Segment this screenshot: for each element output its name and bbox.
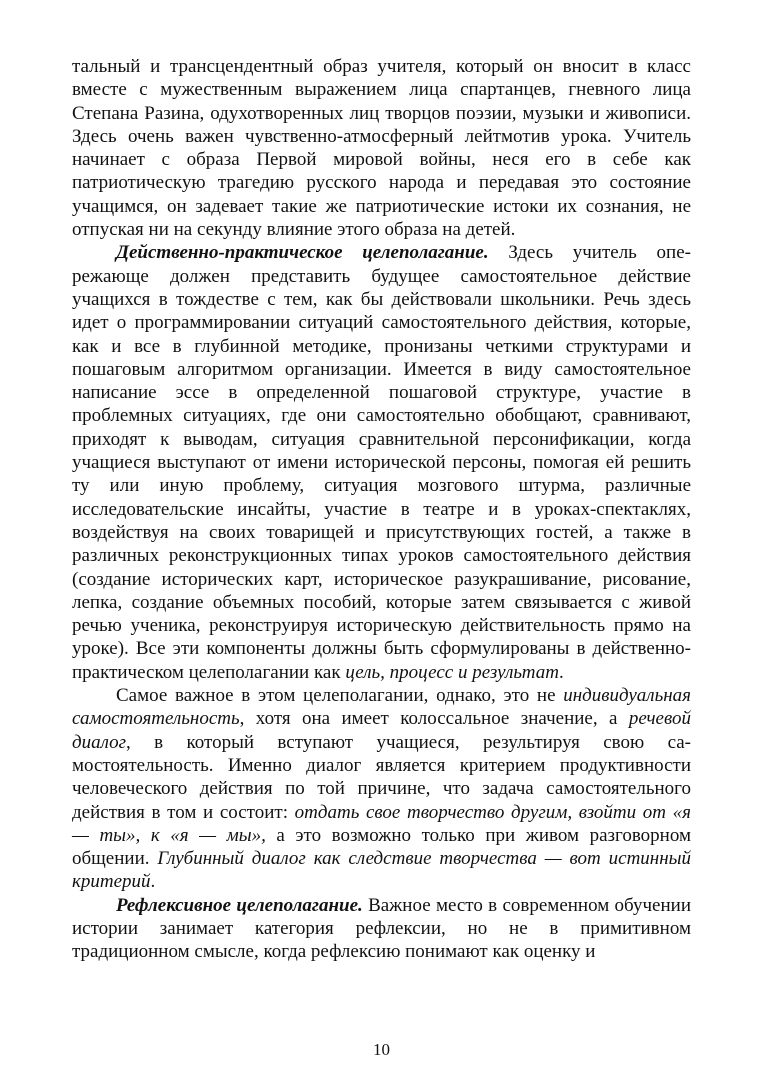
text-run: Здесь учитель опережающе должен представить будущее самостоятельное действие учащихся в тождестве с тем, как бы действовали школьники. Речь здесь идет о программировании ситуаций самостоятельного действия, которые, как и все в глубинной методике, пронизаны четкими структурами и пошаговым алгоритмом организации. Имеется в виду самостоятельное написание эссе в определенной пошаговой структуре, участие в проблемных ситуациях, где они самостоятельно обобщают, сравнивают, приходят к выводам, ситуация сравнительной персонификации, когда учащиеся выступают от имени исторической персоны, помогая ей решить ту или иную проблему, ситуация мозгового штурма, различные исследовательские инсайты, участие в театре и в уроках-спектаклях, воздействуя на своих товарищей и присутствующих гостей, а также в различных реконструкционных типах уроков самостоятельного действия (создание исторических карт, историческое разукрашивание, рисование, лепка, создание объемных пособий, которые затем связывается с живой речью ученика, реконструируя историческую действительность прямо на уроке). Все эти компоненты должны быть сформулированы в действенно-практическом целеполагании как [72, 242, 691, 683]
text-run: Самое важное в этом целеполагании, однако, это не [116, 685, 564, 707]
emphasis-text: отдать свое творчество другим, взойти от «я — ты», к «я — мы», [72, 801, 691, 846]
paragraph [72, 684, 691, 894]
page-number: 10 [373, 1040, 390, 1059]
section-heading: Действенно-практическое целеполагание. [116, 242, 489, 264]
emphasis-text: речевой диалог [72, 708, 691, 753]
text-run: а это возможно только при живом разговорном общении. [72, 824, 691, 870]
paragraph [72, 55, 691, 241]
emphasis-text: индивидуальная самостоятельность [72, 685, 691, 730]
page-body [72, 55, 691, 964]
emphasis-text: Глубинный диалог как следствие творчества — вот истинный критерий [72, 848, 692, 893]
paragraph [72, 241, 691, 684]
text-run: . [558, 661, 564, 683]
text-run: , хотя она имеет колоссальное значение, а [239, 708, 629, 730]
section-heading: Рефлексивное целеполагание. [116, 894, 363, 916]
text-run: тальный и трансцендентный образ учителя, который он вносит в класс вместе с мужественным выражением лица спартанцев, гневного лица Степана Разина, одухотворенных лиц творцов поэзии, музыки и живописи. Здесь очень важен чувственно-атмосферный лейтмотив урока. Учитель начинает с образа Первой мировой войны, неся его в себе как патриотическую трагедию русского народа и передавая это состояние учащимся, он задевает такие же патриотические истоки их сознания, не отпуская ни на секунду влияние этого образа на детей. [72, 56, 691, 241]
text-run: Важное место в современном обучении истории занимает категория рефлексии, но не в примитивном традиционном смысле, когда рефлексию понимают как оценку и [72, 894, 691, 963]
text-block [72, 55, 691, 964]
emphasis-text: цель, процесс и результат [345, 661, 559, 683]
paragraph [72, 894, 691, 964]
text-run: . [150, 871, 156, 893]
text-run: , в который вступают учащиеся, результируя свою самостоятельность. Именно диалог является критерием продуктивности человеческого действия по той причине, что задача самостоятельного действия в том и состоит: [72, 731, 691, 823]
